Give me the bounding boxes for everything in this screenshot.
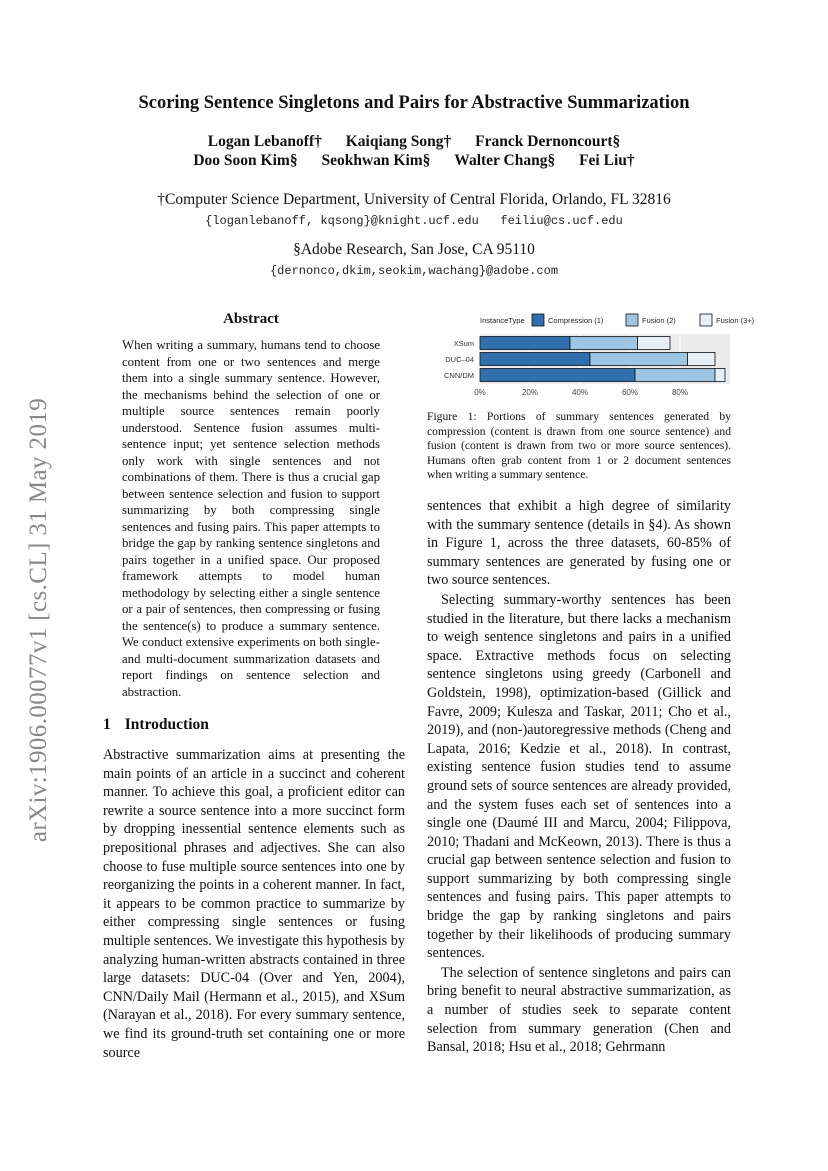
author: Logan Lebanoff† — [207, 133, 322, 150]
email-ucf: {loganlebanoff, kqsong}@knight.ucf.edu feiliu@cs.ucf.edu — [205, 214, 623, 228]
legend-title: InstanceType — [480, 316, 525, 325]
paper-title: Scoring Sentence Singletons and Pairs for Abstractive Summarization — [138, 93, 690, 113]
legend-label: Fusion (3+) — [716, 316, 755, 325]
x-tick-label: 0% — [474, 388, 486, 397]
x-tick-label: 60% — [621, 388, 639, 397]
section-heading — [103, 716, 209, 734]
legend-swatch — [700, 314, 712, 326]
author: Kaiqiang Song† — [345, 133, 452, 150]
bar-segment — [688, 353, 716, 366]
abstract-text: When writing a summary, humans tend to choose content from one or two sentences and merge them into a single summary sentence. However, the mechanisms behind the selection of one or multiple source sentences remain poorly understood. Sentence fusion assumes multi-sentence input; yet sentence selection methods only work with single sentences and not combinations of them. There is thus a crucial gap between sentence selection and fusion to support summarizing by both compressing single sentences and fusing pairs. This paper attempts to bridge the gap by ranking sentence singletons and pairs together in a unified space. Our proposed framework attempts to model human methodology by selecting either a single sentence or a pair of sentences, then compressing or fusing the sentence(s) to produce a summary sentence. We conduct extensive experiments on both single- and multi-document summarization datasets and report findings on sentence selection and abstraction. — [122, 338, 380, 699]
author: Doo Soon Kim§ — [193, 152, 298, 169]
intro-paragraph: Abstractive summarization aims at presenting the main points of an article in a succinct and coherent manner. To achieve this goal, a proficient editor can rewrite a source sentence into a more succinct form by dropping inessential sentence elements such as prepositional phrases and adjectives. She can also choose to fuse multiple source sentences into one by reorganizing the points in a coherent manner. In fact, it appears to be common practice to summarize by either compressing single sentences or fusing multiple sentences. We investigate this hypothesis by analyzing human-written abstracts contained in three large datasets: DUC-04 (Over and Yen, 2004), CNN/Daily Mail (Hermann et al., 2015), and XSum (Narayan et al., 2018). For every summary sentence, we find its ground-truth set containing one or more source — [103, 747, 405, 1061]
figure-1-chart — [420, 306, 755, 406]
legend-label: Compression (1) — [548, 316, 604, 325]
paragraph: sentences that exhibit a high degree of similarity with the summary sentence (details in §4). As shown in Figure 1, across the three datasets, 60-85% of summary sentences are generated by fusing one or two source sentences. — [427, 498, 731, 589]
section-number: 1 — [103, 716, 111, 733]
bar-segment — [635, 369, 715, 382]
author: Franck Dernoncourt§ — [475, 133, 621, 150]
author: Seokhwan Kim§ — [321, 152, 431, 169]
author-row-2 — [0, 152, 828, 170]
bar-segment — [590, 353, 688, 366]
legend-swatch — [532, 314, 544, 326]
affiliation-ucf: †Computer Science Department, University of Central Florida, Orlando, FL 32816 — [157, 191, 671, 208]
y-tick-label: XSum — [453, 339, 474, 348]
paragraph: Selecting summary-worthy sentences has been studied in the literature, but there lacks a mechanism to weigh sentence singletons and pairs in a unified space. Extractive methods focus on selecting sentence singletons using greedy (Carbonell and Goldstein, 1998), optimization-based (Gillick and Favre, 2009; Kulesza and Taskar, 2011; Cho et al., 2019), and (non-)autoregressive methods (Cheng and Lapata, 2016; Kedzie et al., 2018). In contrast, existing sentence fusion studies tend to assume ground sets of source sentences are already provided, and the system fuses each set of sentences into a single one (Daumé III and Marcu, 2004; Filippova, 2010; Thadani and McKeown, 2013). There is thus a crucial gap between sentence selection and fusion to support summarizing by both compressing single sentences and fusing pairs. This paper attempts to bridge the gap by ranking singletons and pairs together by their likelihoods of producing summary sentences. — [427, 591, 731, 962]
legend-label: Fusion (2) — [642, 316, 676, 325]
stacked-bar-chart — [420, 306, 755, 406]
x-tick-label: 40% — [571, 388, 589, 397]
bar-segment — [480, 353, 590, 366]
x-tick-label: 80% — [671, 388, 689, 397]
affiliation-adobe: §Adobe Research, San Jose, CA 95110 — [293, 241, 535, 258]
abstract-heading: Abstract — [223, 311, 279, 327]
bar-segment — [480, 337, 570, 350]
bar-segment — [480, 369, 635, 382]
bar-segment — [570, 337, 638, 350]
paragraph: The selection of sentence singletons and pairs can bring benefit to neural abstractive summarization, as a number of studies seek to separate content selection from summary generation (Chen and Bansal, 2018; Hsu et al., 2018; Gehrmann — [427, 964, 731, 1056]
bar-segment — [715, 369, 725, 382]
y-tick-label: CNN/DM — [444, 371, 474, 380]
section-title: Introduction — [124, 716, 209, 733]
right-column-text — [427, 497, 731, 1057]
y-tick-label: DUC–04 — [445, 355, 474, 364]
email-adobe: {dernonco,dkim,seokim,wachang}@adobe.com — [269, 264, 559, 278]
bar-segment — [638, 337, 671, 350]
arxiv-stamp — [14, 360, 64, 880]
figure-caption: Figure 1: Portions of summary sentences generated by compression (content is drawn from one source sentence) and fusion (content is drawn from two or more source sentences). Humans often grab content from 1 or 2 document sentences when writing a summary sentence. — [427, 410, 731, 482]
author: Fei Liu† — [579, 152, 635, 169]
author: Walter Chang§ — [454, 152, 556, 169]
arxiv-stamp-text: arXiv:1906.00077v1 [cs.CL] 31 May 2019 — [25, 397, 52, 843]
author-row-1 — [0, 133, 828, 151]
legend-swatch — [626, 314, 638, 326]
x-tick-label: 20% — [521, 388, 539, 397]
